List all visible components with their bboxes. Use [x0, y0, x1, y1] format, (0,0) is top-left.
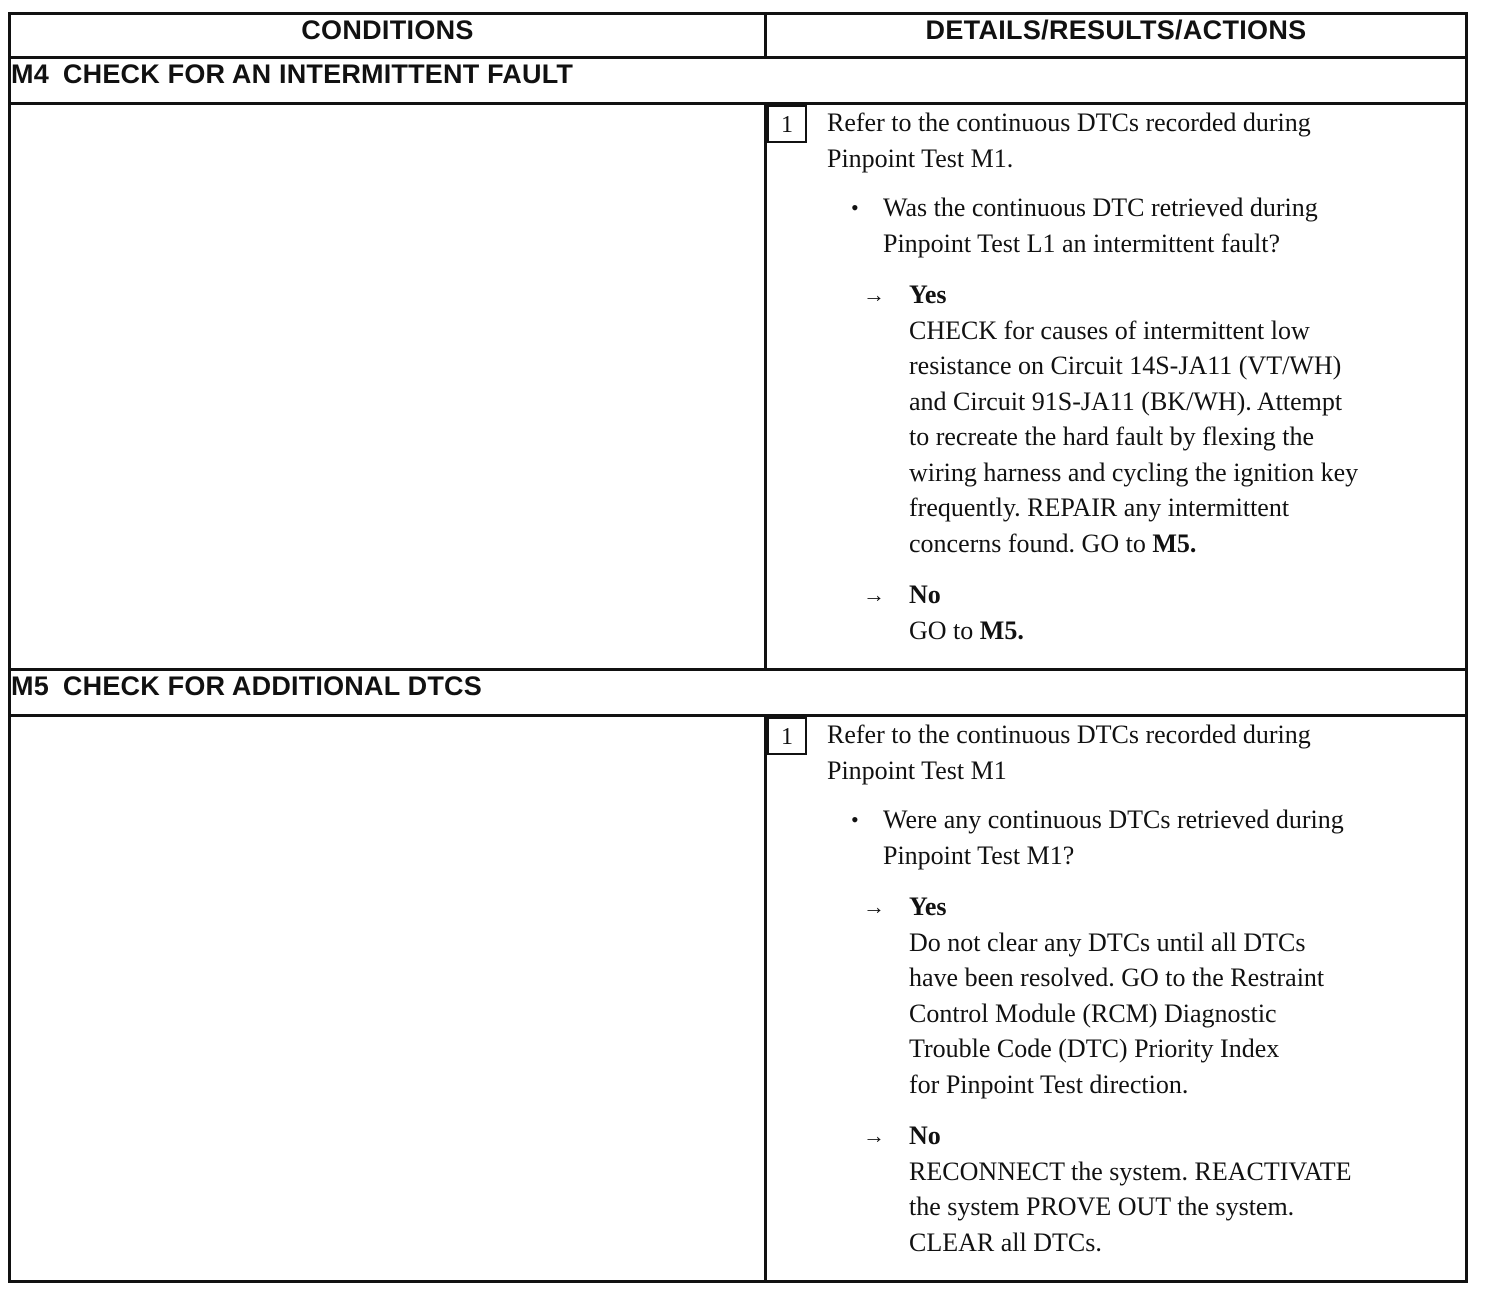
answer-line: GO to — [909, 615, 980, 645]
arrow-right-icon: → — [863, 1123, 885, 1148]
answer-line: Do not clear any DTCs until all DTCs — [909, 927, 1306, 957]
bullet-icon: • — [851, 807, 859, 832]
answer-line: for Pinpoint Test direction. — [909, 1069, 1189, 1099]
yes-label: Yes — [909, 280, 947, 309]
step-id: M4 — [11, 59, 49, 89]
details-column-header: DETAILS/RESULTS/ACTIONS — [766, 14, 1467, 58]
step-title: CHECK FOR ADDITIONAL DTCS — [62, 671, 482, 701]
yes-answer — [767, 277, 1465, 561]
answer-line: concerns found. GO to — [909, 528, 1153, 558]
answer-line: RECONNECT the system. REACTIVATE — [909, 1156, 1352, 1186]
step-m5-details-cell — [766, 716, 1467, 1282]
answer-line: frequently. REPAIR any intermittent — [909, 493, 1290, 522]
step-m5-conditions-cell — [10, 716, 766, 1282]
instruction — [767, 717, 1465, 788]
goto-step: M5. — [979, 615, 1024, 645]
answer-line: Control Module (RCM) Diagnostic — [909, 998, 1277, 1028]
arrow-right-icon: → — [863, 282, 885, 307]
question — [767, 190, 1465, 261]
question-line: Was the continuous DTC retrieved during — [883, 193, 1318, 222]
arrow-right-icon: → — [863, 582, 885, 607]
instruction-line: Refer to the continuous DTCs recorded during — [827, 720, 1311, 749]
arrow-right-icon: → — [863, 894, 885, 919]
yes-label: Yes — [909, 892, 947, 921]
step-number-box: 1 — [767, 717, 807, 755]
goto-step: M5. — [1152, 528, 1197, 558]
question-line: Pinpoint Test L1 an intermittent fault? — [883, 228, 1281, 258]
no-label: No — [909, 580, 941, 609]
answer-line: to recreate the hard fault by flexing the — [909, 422, 1314, 451]
conditions-column-header: CONDITIONS — [10, 14, 766, 58]
instruction-line: Pinpoint Test M1. — [827, 143, 1014, 173]
no-answer — [767, 577, 1465, 648]
step-m4-details-cell — [766, 104, 1467, 670]
instruction — [767, 105, 1465, 176]
step-m4-header — [10, 58, 1467, 104]
pinpoint-test-table — [8, 12, 1468, 1283]
question — [767, 802, 1465, 873]
step-title: CHECK FOR AN INTERMITTENT FAULT — [62, 59, 574, 89]
no-answer — [767, 1118, 1465, 1260]
instruction-line: Pinpoint Test M1 — [827, 755, 1007, 785]
step-number-box: 1 — [767, 105, 807, 143]
question-line: Were any continuous DTCs retrieved during — [883, 805, 1344, 834]
answer-line: wiring harness and cycling the ignition key — [909, 457, 1359, 487]
step-m5-header — [10, 670, 1467, 716]
bullet-icon: • — [851, 195, 859, 220]
step-id: M5 — [11, 671, 49, 701]
answer-line: the system PROVE OUT the system. — [909, 1192, 1295, 1221]
no-label: No — [909, 1121, 941, 1150]
answer-line: Trouble Code (DTC) Priority Index — [909, 1034, 1280, 1063]
step-m4-conditions-cell — [10, 104, 766, 670]
answer-line: and Circuit 91S-JA11 (BK/WH). Attempt — [909, 386, 1343, 416]
answer-line: CLEAR all DTCs. — [909, 1227, 1102, 1257]
yes-answer — [767, 889, 1465, 1102]
question-line: Pinpoint Test M1? — [883, 840, 1075, 870]
instruction-line: Refer to the continuous DTCs recorded during — [827, 108, 1311, 137]
answer-line: resistance on Circuit 14S-JA11 (VT/WH) — [909, 351, 1342, 380]
answer-line: CHECK for causes of intermittent low — [909, 315, 1310, 345]
answer-line: have been resolved. GO to the Restraint — [909, 963, 1325, 992]
